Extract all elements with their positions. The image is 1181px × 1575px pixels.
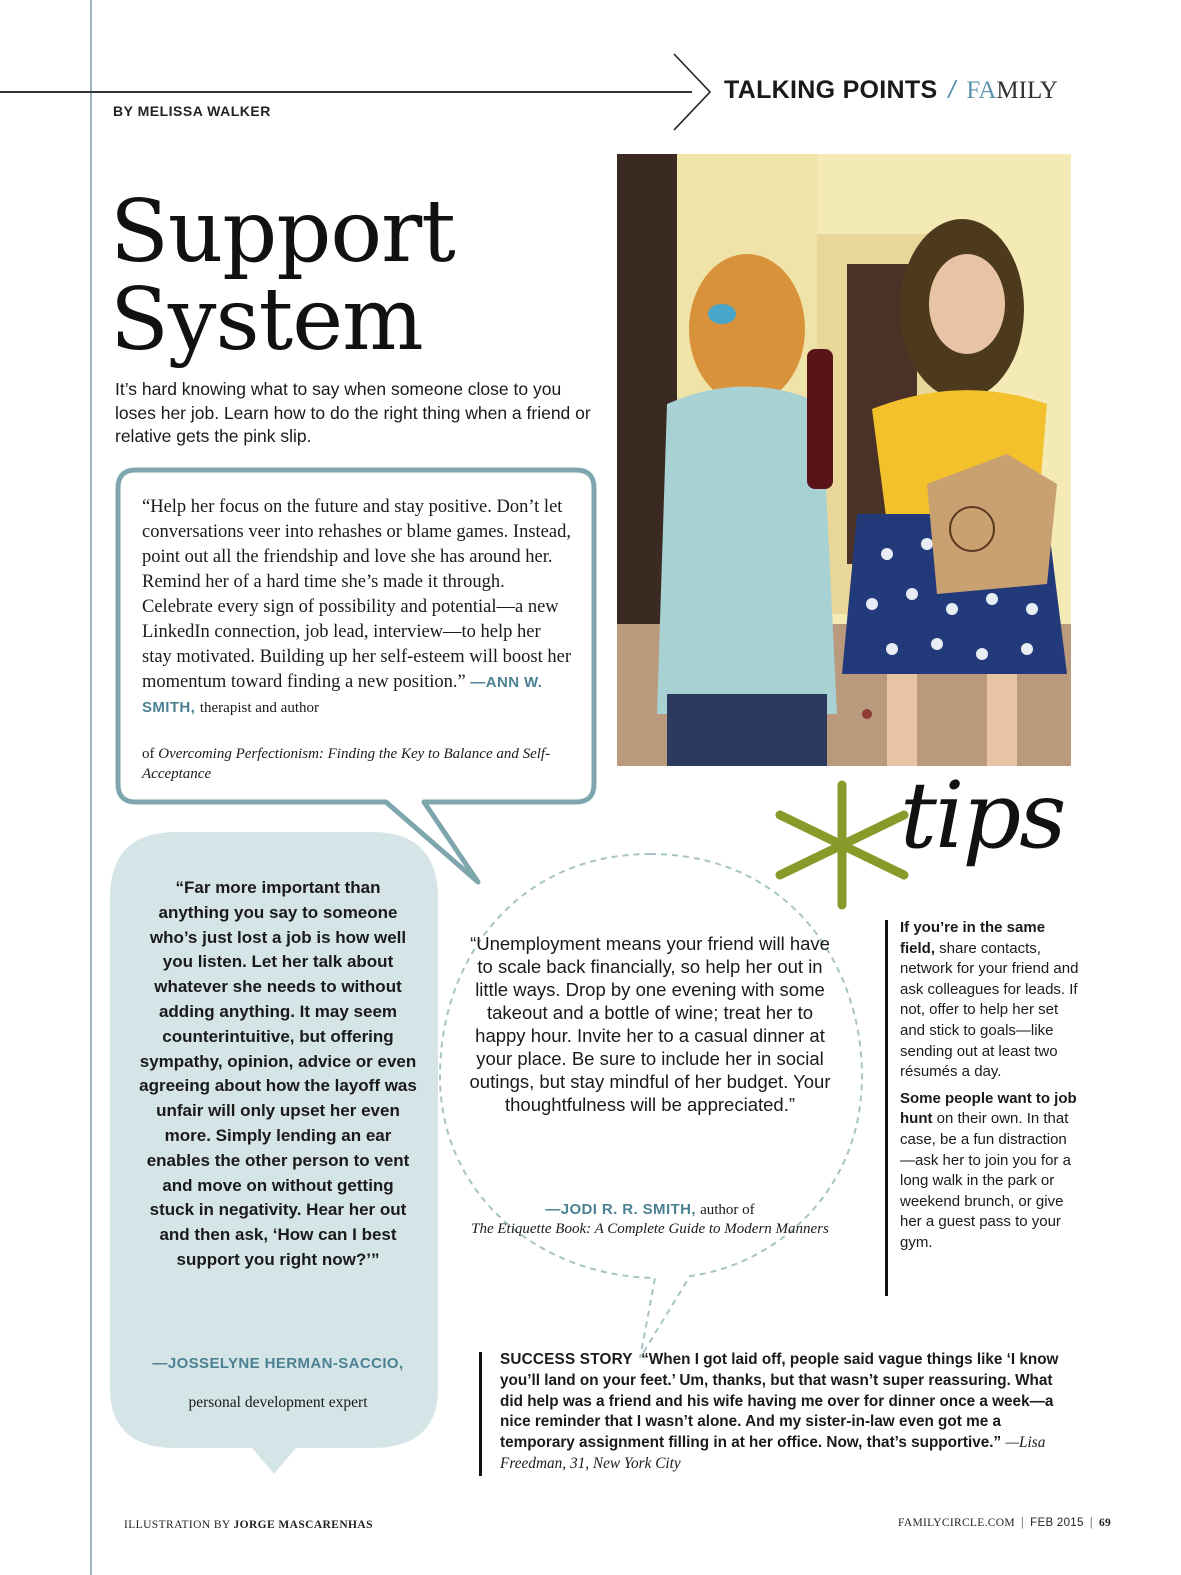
header-rule	[0, 91, 692, 93]
margin-rule	[90, 0, 92, 1575]
quote-book-ref	[142, 744, 582, 784]
quote-attribution-role: author of	[700, 1202, 755, 1218]
tips-list	[900, 918, 1080, 1260]
quote-attribution-role: personal development expert	[188, 1394, 368, 1411]
chevron-right-icon	[672, 52, 712, 132]
section-separator: /	[948, 76, 956, 104]
byline: BY MELISSA WALKER	[113, 103, 271, 119]
success-story	[500, 1350, 1060, 1475]
tips-rule	[885, 920, 888, 1296]
footer-site: FAMILYCIRCLE.COM	[898, 1517, 1015, 1529]
category-label-start: FA	[966, 77, 997, 104]
title-line-2: System	[110, 270, 423, 370]
article-dek: It’s hard knowing what to say when someone close to you loses her job. Learn how to do the right thing when a friend or relative gets the pink slip.	[115, 379, 591, 446]
illustration-friends-at-door	[617, 154, 1071, 766]
tip-body: on their own. In that case, be a fun distraction—ask her to join you for a long walk in the park or weekend brunch, or give her a guest pass to your gym.	[900, 1110, 1071, 1251]
quote-ann-smith	[142, 495, 574, 721]
footer-issue: FEB 2015	[1030, 1517, 1084, 1529]
section-name: TALKING POINTS	[724, 76, 938, 104]
article-title	[110, 182, 455, 370]
footer-divider: |	[1020, 1517, 1025, 1529]
page-footer	[898, 1517, 1111, 1529]
page-number: 69	[1099, 1517, 1112, 1529]
tip-lead: If you’re in the same field,	[900, 919, 1046, 957]
title-line-1: Support	[110, 182, 455, 282]
book-prefix: of	[142, 746, 155, 762]
success-story-rule	[479, 1352, 482, 1476]
quote-jodi-smith: “Unemployment means your friend will have to scale back financially, so help her out in little ways. Drop by one evening with some takeout and a bottle of wine; treat her to happy hour. Invite her to a casual dinner at your place. Be sure to include her in social outings, but stay mindful of her budget. Your thoughtfulness will be appreciated.”	[469, 933, 831, 1115]
quote-attribution-name: —ANN W. SMITH,	[142, 674, 543, 716]
tip-lead: Some people want to job hunt	[900, 1089, 1077, 1128]
quote-attribution-role: therapist and author	[199, 700, 319, 716]
book-title: Overcoming Perfectionism: Finding the Key to Balance and Self-Acceptance	[142, 746, 551, 782]
tip-body: share contacts, network for your friend and ask colleagues for leads. If not, offer to help her set and stick to goals—like sending out at least two résumés a day.	[900, 939, 1079, 1081]
quote-text: “Help her focus on the future and stay positive. Don’t let conversations veer into rehashes or blame games. Instead, point out all the friendship and love she has around her. Remind her of a hard time she’s made it through. Celebrate every sign of possibility and potential—a new LinkedIn connection, job lead, interview—to help her stay motivated. Building up her self-esteem will boost her momentum toward finding a new position.”	[142, 497, 572, 692]
section-label	[724, 76, 1058, 105]
quote-josselyne: “Far more important than anything you say to someone who’s just lost a job is how well you listen. Let her talk about whatever she needs to without adding anything. It may seem counterintuitive, but offering sympathy, opinion, advice or even agreeing about how the layoff was unfair will only upset her even more. Simply lending an ear enables the other person to vent and move on without getting stuck in negativity. Hear her out and then ask, ‘How can I best support you right now?’”	[139, 878, 417, 1269]
credit-prefix: ILLUSTRATION BY	[124, 1519, 231, 1531]
success-story-text: “When I got laid off, people said vague things like ‘I know you’ll land on your feet.’ Um, thanks, but that wasn’t super reassuring. What did help was a friend and his wife having me over for dinner once a week—a nice reminder that I wasn’t alone. And my sister-in-law even got me a temporary assignment filling in at her office. Now, that’s supportive.”	[500, 1351, 1059, 1452]
footer-divider: |	[1089, 1517, 1093, 1529]
credit-name: JORGE MASCARENHAS	[233, 1519, 373, 1531]
tip-item	[900, 918, 1080, 1083]
tip-item	[900, 1089, 1080, 1254]
quote-attribution	[462, 1200, 838, 1220]
quote-attribution-name: —JOSSELYNE HERMAN-SACCIO,	[152, 1355, 404, 1372]
success-story-source: —Lisa Freedman, 31, New York City	[500, 1434, 1046, 1472]
quote-attribution-name: —JODI R. R. SMITH,	[545, 1201, 696, 1218]
illustration-credit	[124, 1519, 373, 1531]
success-story-label: SUCCESS STORY	[500, 1351, 633, 1368]
tips-heading: tips	[900, 762, 1065, 869]
book-title: The Etiquette Book: A Complete Guide to Modern Manners	[471, 1221, 829, 1237]
category-label-end: MILY	[996, 77, 1058, 104]
